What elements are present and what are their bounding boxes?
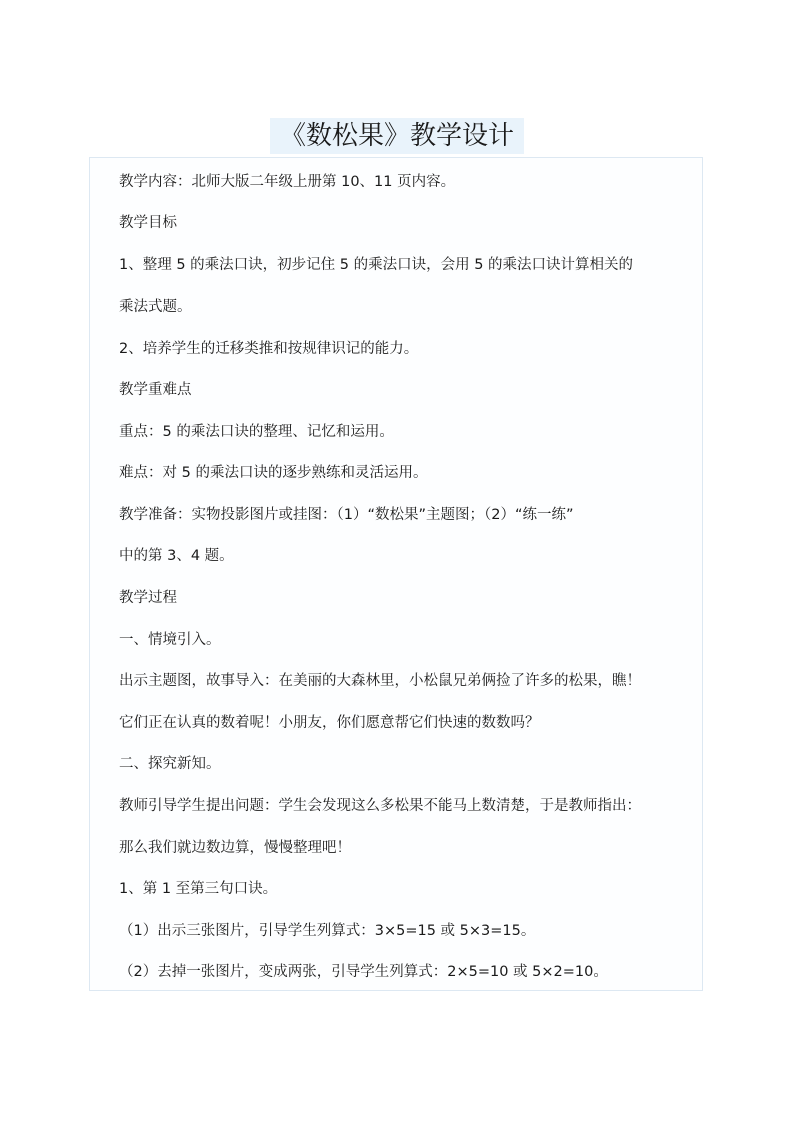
section-heading: 二、探究新知。 xyxy=(119,756,221,772)
text-line: 1、第 1 至第三句口诀。 xyxy=(119,881,278,897)
text-line: 重点：5 的乘法口诀的整理、记忆和运用。 xyxy=(119,424,394,440)
content-box xyxy=(89,157,703,991)
text-line: （1）出示三张图片，引导学生列算式：3×5=15 或 5×3=15。 xyxy=(119,923,536,939)
text-line: 难点：对 5 的乘法口诀的逐步熟练和灵活运用。 xyxy=(119,465,428,481)
text-line: 1、整理 5 的乘法口诀，初步记住 5 的乘法口诀，会用 5 的乘法口诀计算相关的 xyxy=(119,257,634,273)
section-heading: 教学重难点 xyxy=(119,382,192,398)
text-line: 教师引导学生提出问题：学生会发现这么多松果不能马上数清楚，于是教师指出： xyxy=(119,798,641,814)
text-line: 出示主题图，故事导入：在美丽的大森林里，小松鼠兄弟俩捡了许多的松果，瞧！ xyxy=(119,673,641,689)
text-line: 中的第 3、4 题。 xyxy=(119,548,234,564)
text-line: 乘法式题。 xyxy=(119,299,192,315)
text-line: 2、培养学生的迁移类推和按规律识记的能力。 xyxy=(119,341,419,357)
section-heading: 一、情境引入。 xyxy=(119,632,221,648)
section-heading: 教学目标 xyxy=(119,215,177,231)
text-line: 那么我们就边数边算，慢慢整理吧！ xyxy=(119,840,351,856)
section-heading: 教学过程 xyxy=(119,590,177,606)
text-line: 教学内容：北师大版二年级上册第 10、11 页内容。 xyxy=(119,174,456,190)
document-title: 《数松果》教学设计 xyxy=(270,118,524,154)
text-line: 教学准备：实物投影图片或挂图：（1）“数松果”主题图；（2）“练一练” xyxy=(119,507,574,523)
text-line: （2）去掉一张图片，变成两张，引导学生列算式：2×5=10 或 5×2=10。 xyxy=(119,964,608,980)
text-line: 它们正在认真的数着呢！小朋友，你们愿意帮它们快速的数数吗？ xyxy=(119,715,540,731)
